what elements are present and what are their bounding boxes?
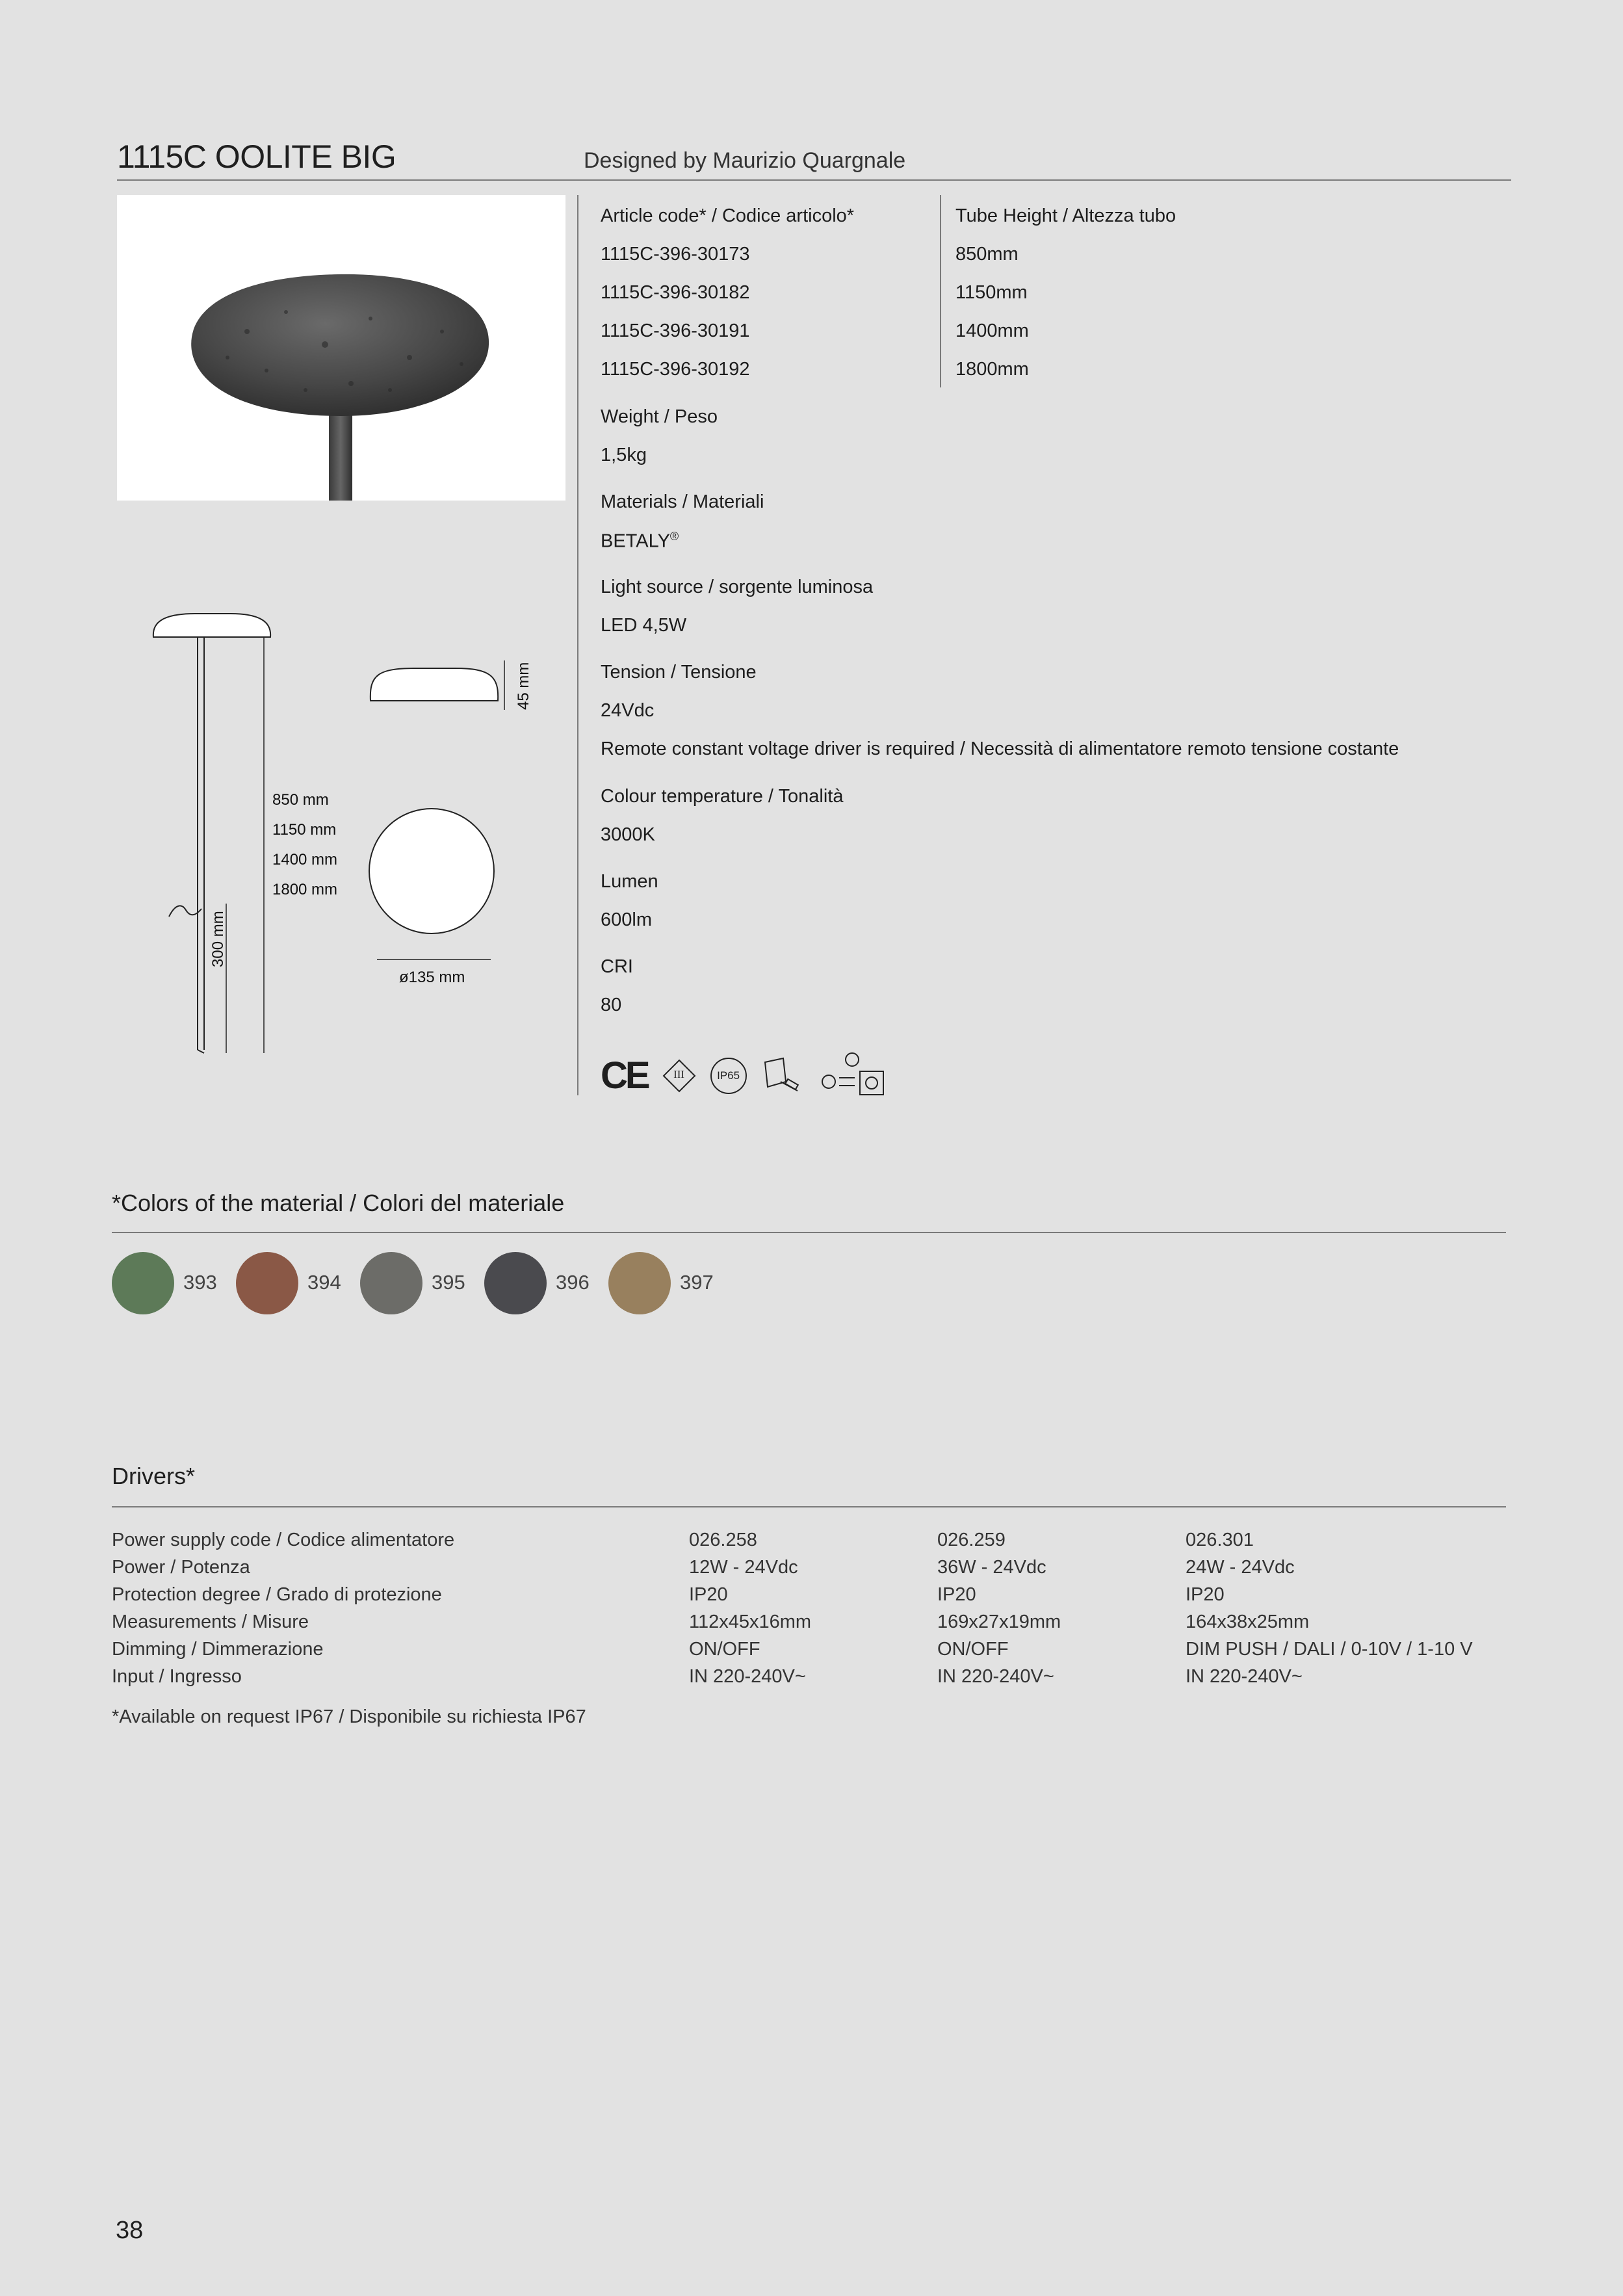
head-thickness: 45 mm — [515, 662, 532, 710]
driver-1-input: IN 220-240V~ — [689, 1666, 806, 1687]
driver-3-dimming: DIM PUSH / DALI / 0-10V / 1-10 V — [1186, 1639, 1473, 1660]
driver-2-input: IN 220-240V~ — [937, 1666, 1054, 1687]
designer-credit: Designed by Maurizio Quargnale — [584, 148, 906, 173]
spec-column-right — [955, 205, 1176, 397]
tube-height-2: 1150mm — [955, 282, 1028, 303]
driver-3-protection: IP20 — [1186, 1584, 1225, 1605]
driver-label-input: Input / Ingresso — [112, 1666, 242, 1687]
driver-1-code: 026.258 — [689, 1530, 757, 1550]
driver-1-protection: IP20 — [689, 1584, 728, 1605]
certification-icons — [601, 1056, 887, 1095]
driver-2-measurements: 169x27x19mm — [937, 1611, 1061, 1632]
swatch-label-397: 397 — [680, 1271, 714, 1294]
drivers-divider — [112, 1506, 1506, 1507]
article-code-4: 1115C-396-30192 — [601, 359, 750, 380]
driver-label-protection: Protection degree / Grado di protezione — [112, 1584, 442, 1605]
tension-note: Remote constant voltage driver is required / Necessità di alimentatore remoto tensione costante — [601, 738, 1399, 759]
drivers-title: Drivers* — [112, 1463, 196, 1489]
driver-2-code: 026.259 — [937, 1530, 1006, 1550]
driver-3-input: IN 220-240V~ — [1186, 1666, 1303, 1687]
swatch-395 — [360, 1252, 422, 1314]
driver-column-1 — [689, 1526, 811, 1690]
driver-column-3 — [1186, 1526, 1473, 1690]
spec-column-divider — [577, 195, 578, 1095]
driver-label-power: Power / Potenza — [112, 1557, 250, 1578]
height-1150: 1150 mm — [272, 821, 337, 839]
tube-height-1: 850mm — [955, 244, 1019, 265]
driver-1-measurements: 112x45x16mm — [689, 1611, 812, 1632]
driver-label-code: Power supply code / Codice alimentatore — [112, 1530, 455, 1550]
driver-2-dimming: ON/OFF — [937, 1639, 1009, 1660]
registered-mark: ® — [669, 530, 679, 543]
height-1800: 1800 mm — [272, 881, 338, 898]
spot-orientation-icon — [761, 1056, 801, 1097]
tube-height-4: 1800mm — [955, 359, 1029, 380]
driver-label-measurements: Measurements / Misure — [112, 1611, 309, 1632]
article-code-3: 1115C-396-30191 — [601, 320, 750, 341]
article-code-1: 1115C-396-30173 — [601, 244, 750, 265]
lamp-photo-image — [117, 195, 565, 501]
swatch-label-395: 395 — [432, 1271, 465, 1294]
article-code-2: 1115C-396-30182 — [601, 282, 750, 303]
class-iii-label: III — [673, 1068, 685, 1080]
article-code-label: Article code* / Codice articolo* — [601, 205, 855, 226]
tension-value: 24Vdc — [601, 700, 655, 721]
light-source-label: Light source / sorgente luminosa — [601, 577, 874, 597]
lumen-label: Lumen — [601, 871, 658, 892]
drivers-footnote: *Available on request IP67 / Disponibile su richiesta IP67 — [112, 1706, 586, 1727]
weight-value: 1,5kg — [601, 445, 647, 465]
weight-label: Weight / Peso — [601, 406, 718, 427]
swatch-label-394: 394 — [307, 1271, 341, 1294]
swatch-394 — [236, 1252, 298, 1314]
drivers-labels — [112, 1526, 454, 1690]
swatch-397 — [608, 1252, 671, 1314]
driver-1-dimming: ON/OFF — [689, 1639, 760, 1660]
product-title: 1115C OOLITE BIG — [117, 138, 396, 175]
colors-title: *Colors of the material / Colori del materiale — [112, 1190, 565, 1216]
materials-name: BETALY — [601, 530, 670, 552]
colors-divider — [112, 1232, 1506, 1233]
driver-2-power: 36W - 24Vdc — [937, 1557, 1046, 1578]
cri-label: CRI — [601, 956, 633, 977]
driver-2-protection: IP20 — [937, 1584, 976, 1605]
driver-3-measurements: 164x38x25mm — [1186, 1611, 1310, 1632]
swatch-393 — [112, 1252, 174, 1314]
spike-length: 300 mm — [209, 911, 227, 967]
driver-3-code: 026.301 — [1186, 1530, 1254, 1550]
swatch-396 — [484, 1252, 547, 1314]
head-diameter: ø135 mm — [399, 969, 465, 986]
page-number: 38 — [116, 2217, 144, 2244]
driver-1-power: 12W - 24Vdc — [689, 1557, 798, 1578]
cri-value: 80 — [601, 995, 622, 1015]
driver-label-dimming: Dimming / Dimmerazione — [112, 1639, 324, 1660]
ip65-icon: IP65 — [710, 1058, 747, 1094]
class-iii-icon — [662, 1059, 696, 1093]
ce-mark-icon: CE — [601, 1054, 648, 1097]
tube-height-label: Tube Height / Altezza tubo — [955, 205, 1176, 226]
swatch-label-396: 396 — [556, 1271, 590, 1294]
product-photo — [117, 195, 565, 501]
tension-label: Tension / Tensione — [601, 662, 757, 683]
swatch-label-393: 393 — [183, 1271, 217, 1294]
lumen-value: 600lm — [601, 909, 652, 930]
colour-temp-value: 3000K — [601, 824, 655, 845]
materials-value — [601, 530, 1399, 577]
driver-column-2 — [937, 1526, 1061, 1690]
driver-3-power: 24W - 24Vdc — [1186, 1557, 1295, 1578]
tube-height-3: 1400mm — [955, 320, 1029, 341]
height-850: 850 mm — [272, 791, 329, 809]
colour-temp-label: Colour temperature / Tonalità — [601, 786, 844, 807]
driver-remote-icon — [816, 1052, 887, 1101]
tube-column-divider — [940, 195, 941, 387]
height-1400: 1400 mm — [272, 851, 338, 868]
light-source-value: LED 4,5W — [601, 615, 687, 636]
materials-label: Materials / Materiali — [601, 491, 764, 512]
header-divider — [117, 179, 1511, 181]
